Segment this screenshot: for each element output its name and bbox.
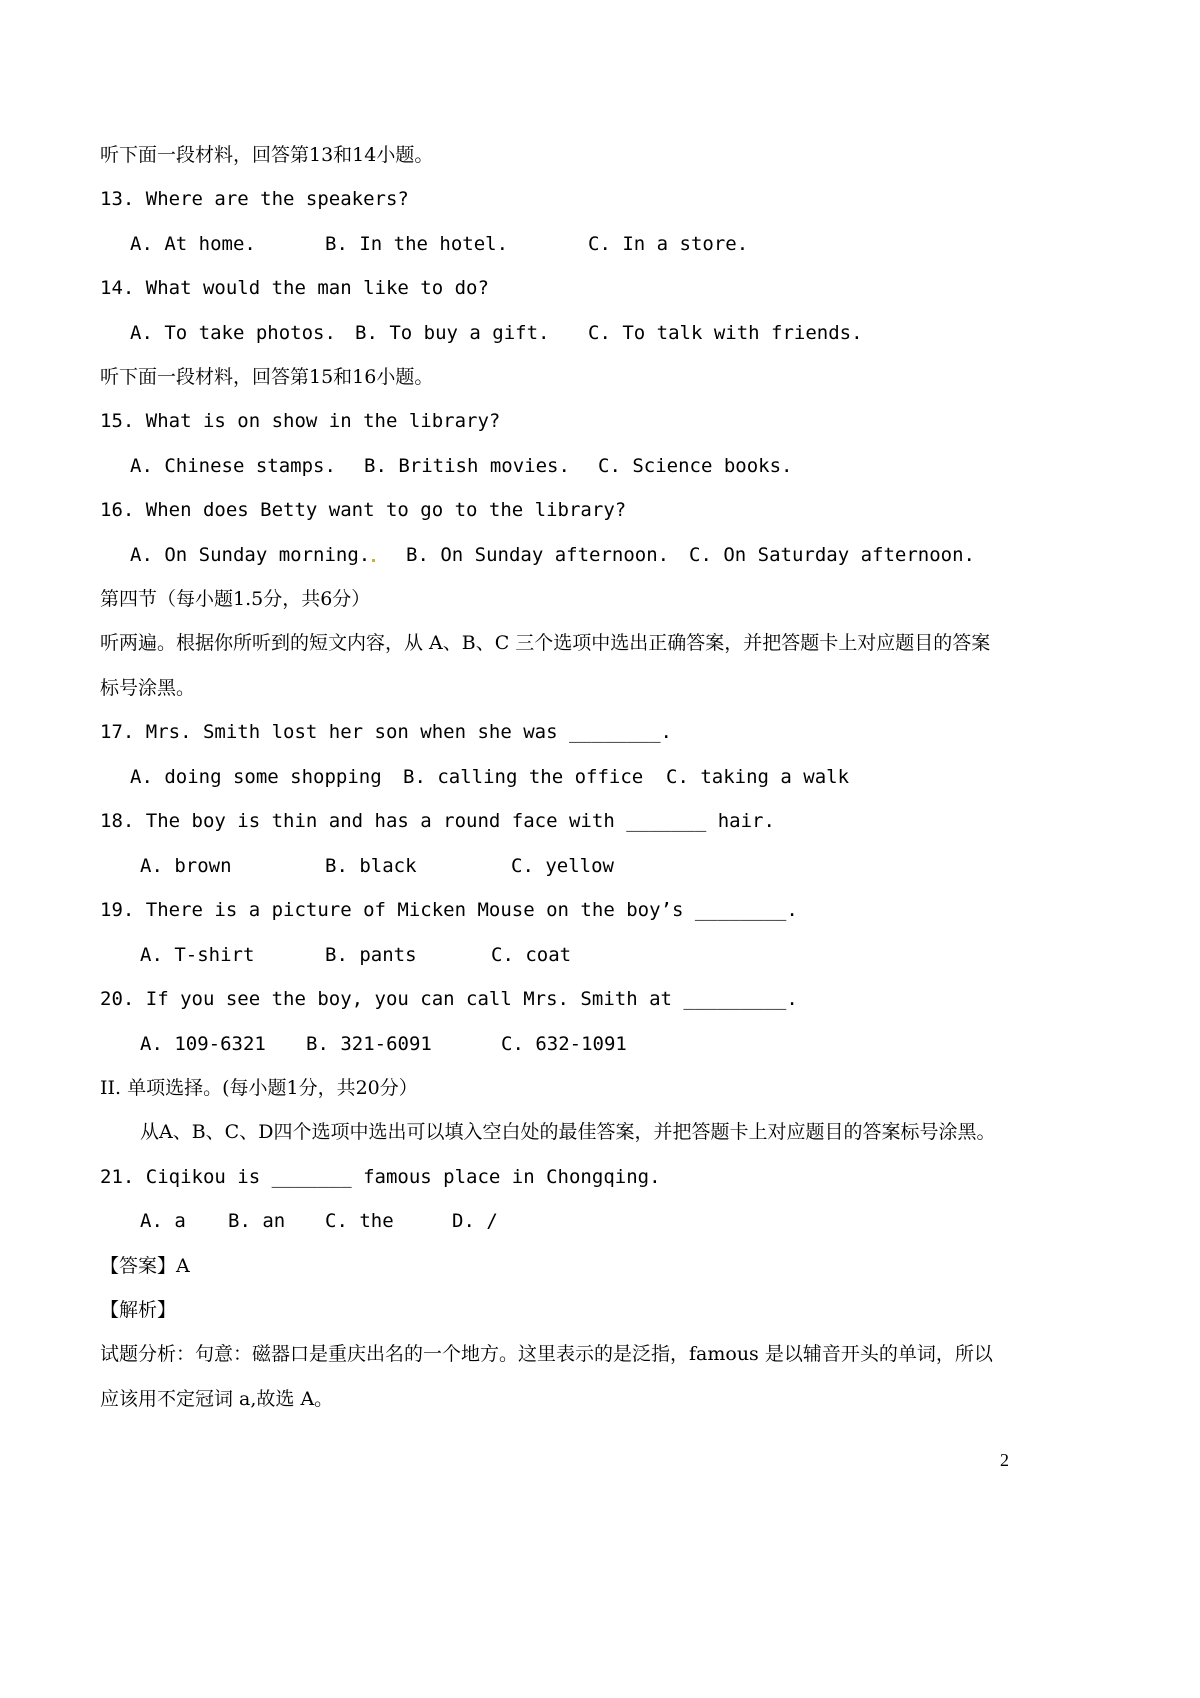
part2-instruction: 从A、B、C、D四个选项中选出可以填入空白处的最佳答案，并把答题卡上对应题目的答案标号涂黑。 (140, 1121, 996, 1143)
page-number: 2 (1000, 1450, 1009, 1470)
question-15: 15. What is on show in the library? (100, 410, 501, 432)
q15-option-a: A. Chinese stamps. (130, 455, 336, 477)
section-intro: 听下面一段材料，回答第15和16小题。 (100, 366, 434, 388)
analysis-text: 试题分析：句意：磁器口是重庆出名的一个地方。这里表示的是泛指，famous 是以辅音开头的单词，所以 (100, 1343, 993, 1365)
q20-option-b: B. 321-6091 (306, 1033, 432, 1055)
question-19: 19. There is a picture of Micken Mouse on the boy’s ________. (100, 899, 798, 921)
q17-option-b: B. calling the office (403, 766, 644, 788)
analysis-title: 【解析】 (100, 1299, 177, 1321)
question-14: 14. What would the man like to do? (100, 277, 489, 299)
stray-mark (372, 559, 375, 562)
q21-option-d: D. / (452, 1210, 498, 1232)
q18-option-a: A. brown (140, 855, 232, 877)
answer-label: 【答案】A (100, 1255, 190, 1277)
q16-option-b: B. On Sunday afternoon. (406, 544, 670, 566)
q17-option-c: C. taking a walk (666, 766, 850, 788)
question-20: 20. If you see the boy, you can call Mrs. Smith at _________. (100, 988, 798, 1010)
q15-option-b: B. British movies. (364, 455, 570, 477)
analysis-text-cont: 应该用不定冠词 a,故选 A。 (100, 1388, 334, 1410)
part4-instruction-cont: 标号涂黑。 (100, 677, 196, 699)
q15-option-c: C. Science books. (598, 455, 793, 477)
q17-option-a: A. doing some shopping (130, 766, 382, 788)
q18-option-b: B. black (325, 855, 417, 877)
question-16: 16. When does Betty want to go to the library? (100, 499, 627, 521)
q16-option-a: A. On Sunday morning. (130, 544, 371, 566)
q16-option-c: C. On Saturday afternoon. (689, 544, 975, 566)
q14-option-c: C. To talk with friends. (588, 322, 863, 344)
q18-option-c: C. yellow (511, 855, 614, 877)
section-intro: 听下面一段材料，回答第13和14小题。 (100, 144, 434, 166)
q14-option-b: B. To buy a gift. (355, 322, 550, 344)
question-18: 18. The boy is thin and has a round face with _______ hair. (100, 810, 775, 832)
q19-option-c: C. coat (491, 944, 572, 966)
part4-title: 第四节（每小题1.5分，共6分） (100, 588, 371, 610)
part4-instruction: 听两遍。根据你所听到的短文内容，从 A、B、C 三个选项中选出正确答案，并把答题卡上对应题目的答案 (100, 632, 991, 654)
part2-title: II. 单项选择。(每小题1分，共20分） (100, 1077, 418, 1099)
q21-option-b: B. an (228, 1210, 286, 1232)
q21-option-c: C. the (325, 1210, 394, 1232)
question-17: 17. Mrs. Smith lost her son when she was ________. (100, 721, 672, 743)
q21-option-a: A. a (140, 1210, 186, 1232)
question-13: 13. Where are the speakers? (100, 188, 409, 210)
q20-option-c: C. 632-1091 (501, 1033, 627, 1055)
q19-option-b: B. pants (325, 944, 417, 966)
q20-option-a: A. 109-6321 (140, 1033, 266, 1055)
q14-option-a: A. To take photos. (130, 322, 336, 344)
q19-option-a: A. T-shirt (140, 944, 255, 966)
question-21: 21. Ciqikou is _______ famous place in Chongqing. (100, 1166, 661, 1188)
q13-option-b: B. In the hotel. (325, 233, 509, 255)
q13-option-a: A. At home. (130, 233, 256, 255)
q13-option-c: C. In a store. (588, 233, 749, 255)
